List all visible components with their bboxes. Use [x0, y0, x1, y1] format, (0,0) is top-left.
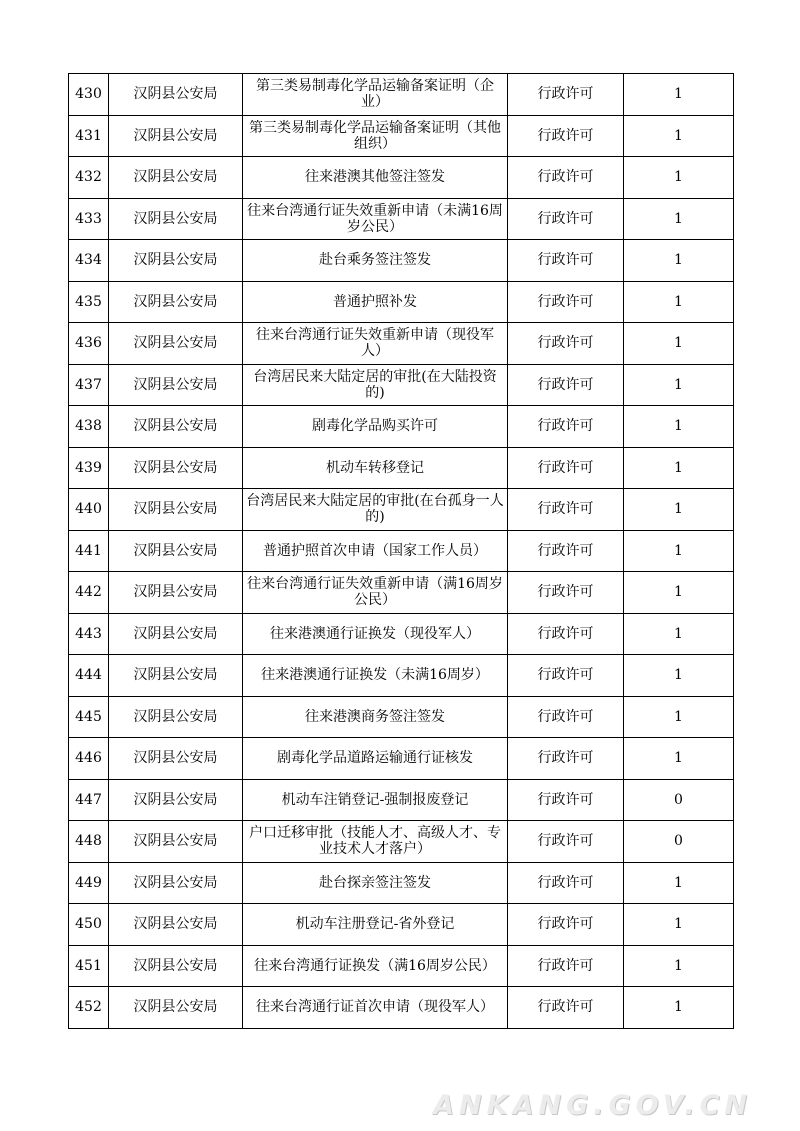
department-cell: 汉阴县公安局: [109, 364, 243, 406]
item-name-cell: 普通护照补发: [243, 281, 508, 323]
row-number-cell: 437: [69, 364, 109, 406]
row-number-cell: 439: [69, 447, 109, 489]
item-name-cell: 往来台湾通行证换发（满16周岁公民）: [243, 945, 508, 987]
row-number-cell: 449: [69, 862, 109, 904]
item-type-cell: 行政许可: [508, 572, 624, 614]
count-cell: 1: [624, 489, 734, 531]
row-number-cell: 450: [69, 904, 109, 946]
count-cell: 0: [624, 779, 734, 821]
department-cell: 汉阴县公安局: [109, 240, 243, 282]
table-row: [69, 530, 734, 572]
item-type-cell: 行政许可: [508, 779, 624, 821]
count-cell: 1: [624, 115, 734, 157]
table-row: [69, 447, 734, 489]
table-row: [69, 904, 734, 946]
row-number-cell: 446: [69, 738, 109, 780]
count-cell: 1: [624, 364, 734, 406]
row-number-cell: 432: [69, 157, 109, 199]
department-cell: 汉阴县公安局: [109, 115, 243, 157]
table-row: [69, 572, 734, 614]
row-number-cell: 440: [69, 489, 109, 531]
count-cell: 1: [624, 572, 734, 614]
item-name-cell: 赴台探亲签注签发: [243, 862, 508, 904]
department-cell: 汉阴县公安局: [109, 779, 243, 821]
count-cell: 1: [624, 613, 734, 655]
row-number-cell: 445: [69, 696, 109, 738]
item-name-cell: 第三类易制毒化学品运输备案证明（企业）: [243, 74, 508, 116]
table-row: [69, 406, 734, 448]
item-type-cell: 行政许可: [508, 323, 624, 365]
department-cell: 汉阴县公安局: [109, 904, 243, 946]
count-cell: 1: [624, 904, 734, 946]
item-type-cell: 行政许可: [508, 904, 624, 946]
count-cell: 1: [624, 74, 734, 116]
department-cell: 汉阴县公安局: [109, 987, 243, 1029]
department-cell: 汉阴县公安局: [109, 198, 243, 240]
count-cell: 0: [624, 821, 734, 863]
item-name-cell: 往来台湾通行证失效重新申请（现役军人）: [243, 323, 508, 365]
row-number-cell: 451: [69, 945, 109, 987]
item-name-cell: 往来台湾通行证失效重新申请（未满16周岁公民）: [243, 198, 508, 240]
table-row: [69, 945, 734, 987]
site-watermark: ANKANG.GOV.CN: [433, 1090, 752, 1121]
count-cell: 1: [624, 696, 734, 738]
table-row: [69, 74, 734, 116]
table-row: [69, 613, 734, 655]
table-row: [69, 738, 734, 780]
department-cell: 汉阴县公安局: [109, 323, 243, 365]
row-number-cell: 433: [69, 198, 109, 240]
row-number-cell: 444: [69, 655, 109, 697]
row-number-cell: 431: [69, 115, 109, 157]
department-cell: 汉阴县公安局: [109, 821, 243, 863]
department-cell: 汉阴县公安局: [109, 945, 243, 987]
item-type-cell: 行政许可: [508, 198, 624, 240]
item-name-cell: 台湾居民来大陆定居的审批(在大陆投资的): [243, 364, 508, 406]
table-row: [69, 987, 734, 1029]
item-type-cell: 行政许可: [508, 406, 624, 448]
item-type-cell: 行政许可: [508, 447, 624, 489]
service-table: [68, 73, 734, 1029]
item-type-cell: 行政许可: [508, 945, 624, 987]
item-type-cell: 行政许可: [508, 364, 624, 406]
table-row: [69, 157, 734, 199]
count-cell: 1: [624, 281, 734, 323]
item-type-cell: 行政许可: [508, 157, 624, 199]
item-type-cell: 行政许可: [508, 74, 624, 116]
item-type-cell: 行政许可: [508, 240, 624, 282]
count-cell: 1: [624, 530, 734, 572]
item-name-cell: 台湾居民来大陆定居的审批(在台孤身一人的): [243, 489, 508, 531]
item-type-cell: 行政许可: [508, 738, 624, 780]
item-type-cell: 行政许可: [508, 489, 624, 531]
table-row: [69, 862, 734, 904]
item-type-cell: 行政许可: [508, 862, 624, 904]
department-cell: 汉阴县公安局: [109, 447, 243, 489]
department-cell: 汉阴县公安局: [109, 862, 243, 904]
department-cell: 汉阴县公安局: [109, 74, 243, 116]
count-cell: 1: [624, 655, 734, 697]
item-type-cell: 行政许可: [508, 530, 624, 572]
row-number-cell: 447: [69, 779, 109, 821]
department-cell: 汉阴县公安局: [109, 489, 243, 531]
count-cell: 1: [624, 157, 734, 199]
item-name-cell: 往来港澳其他签注签发: [243, 157, 508, 199]
table-row: [69, 281, 734, 323]
department-cell: 汉阴县公安局: [109, 655, 243, 697]
item-name-cell: 户口迁移审批（技能人才、高级人才、专业技术人才落户）: [243, 821, 508, 863]
count-cell: 1: [624, 198, 734, 240]
table-row: [69, 696, 734, 738]
count-cell: 1: [624, 406, 734, 448]
count-cell: 1: [624, 447, 734, 489]
item-name-cell: 往来台湾通行证失效重新申请（满16周岁公民）: [243, 572, 508, 614]
row-number-cell: 430: [69, 74, 109, 116]
table-row: [69, 364, 734, 406]
table-row: [69, 323, 734, 365]
item-name-cell: 往来港澳商务签注签发: [243, 696, 508, 738]
count-cell: 1: [624, 945, 734, 987]
item-name-cell: 赴台乘务签注签发: [243, 240, 508, 282]
item-type-cell: 行政许可: [508, 281, 624, 323]
item-type-cell: 行政许可: [508, 821, 624, 863]
item-name-cell: 机动车注册登记-省外登记: [243, 904, 508, 946]
item-name-cell: 第三类易制毒化学品运输备案证明（其他组织）: [243, 115, 508, 157]
table-row: [69, 198, 734, 240]
table-row: [69, 821, 734, 863]
table-row: [69, 779, 734, 821]
item-name-cell: 机动车注销登记-强制报废登记: [243, 779, 508, 821]
item-name-cell: 往来港澳通行证换发（未满16周岁）: [243, 655, 508, 697]
row-number-cell: 434: [69, 240, 109, 282]
department-cell: 汉阴县公安局: [109, 613, 243, 655]
row-number-cell: 435: [69, 281, 109, 323]
row-number-cell: 442: [69, 572, 109, 614]
department-cell: 汉阴县公安局: [109, 696, 243, 738]
item-type-cell: 行政许可: [508, 115, 624, 157]
row-number-cell: 441: [69, 530, 109, 572]
item-type-cell: 行政许可: [508, 613, 624, 655]
item-type-cell: 行政许可: [508, 987, 624, 1029]
row-number-cell: 436: [69, 323, 109, 365]
row-number-cell: 438: [69, 406, 109, 448]
table-body: [69, 74, 734, 1029]
count-cell: 1: [624, 987, 734, 1029]
row-number-cell: 443: [69, 613, 109, 655]
row-number-cell: 448: [69, 821, 109, 863]
department-cell: 汉阴县公安局: [109, 572, 243, 614]
item-name-cell: 剧毒化学品道路运输通行证核发: [243, 738, 508, 780]
department-cell: 汉阴县公安局: [109, 530, 243, 572]
table-row: [69, 115, 734, 157]
department-cell: 汉阴县公安局: [109, 281, 243, 323]
table-row: [69, 489, 734, 531]
row-number-cell: 452: [69, 987, 109, 1029]
department-cell: 汉阴县公安局: [109, 157, 243, 199]
count-cell: 1: [624, 323, 734, 365]
count-cell: 1: [624, 240, 734, 282]
department-cell: 汉阴县公安局: [109, 738, 243, 780]
item-type-cell: 行政许可: [508, 696, 624, 738]
item-name-cell: 剧毒化学品购买许可: [243, 406, 508, 448]
item-name-cell: 往来台湾通行证首次申请（现役军人）: [243, 987, 508, 1029]
department-cell: 汉阴县公安局: [109, 406, 243, 448]
table-row: [69, 240, 734, 282]
count-cell: 1: [624, 862, 734, 904]
item-name-cell: 机动车转移登记: [243, 447, 508, 489]
item-name-cell: 往来港澳通行证换发（现役军人）: [243, 613, 508, 655]
count-cell: 1: [624, 738, 734, 780]
item-type-cell: 行政许可: [508, 655, 624, 697]
table-row: [69, 655, 734, 697]
item-name-cell: 普通护照首次申请（国家工作人员）: [243, 530, 508, 572]
